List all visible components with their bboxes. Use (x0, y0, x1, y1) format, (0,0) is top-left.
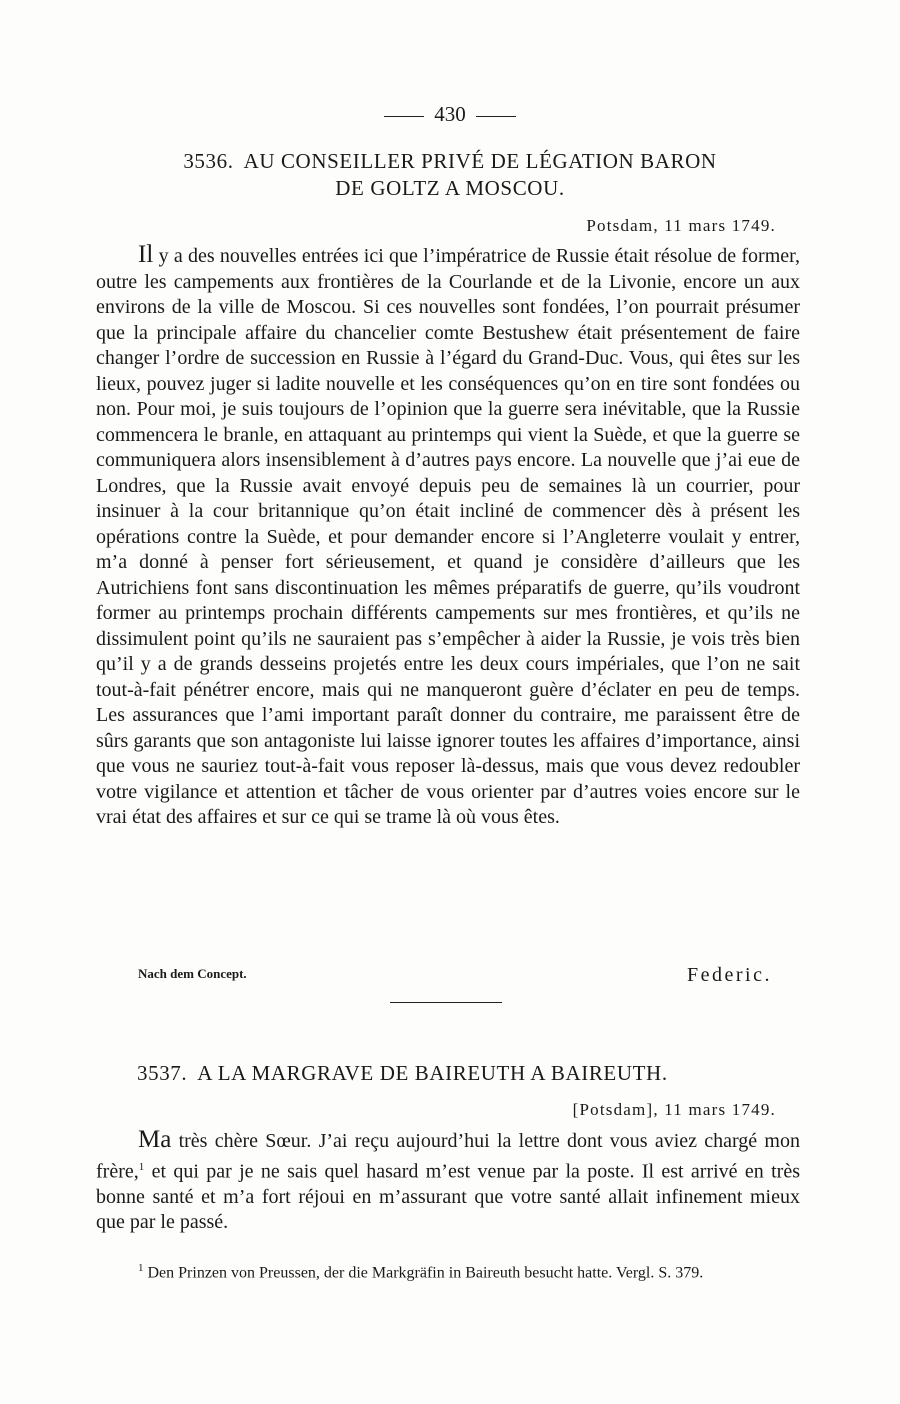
letter-3537-initial-word: Ma (138, 1126, 172, 1153)
letter-3536-signature: Federic. (687, 964, 772, 986)
footnote-reference: 1 (138, 1160, 145, 1173)
page-number-dash-left (384, 116, 424, 117)
letter-3536-title-line1: AU CONSEILLER PRIVÉ DE LÉGATION BARON (243, 149, 717, 173)
letter-3536-dateline: Potsdam, 11 mars 1749. (586, 216, 776, 235)
letter-3537-body-text-b: et qui par je ne sais quel hasard m’est venue par la poste. Il est arrivé en très bonne santé et m’a fort réjoui en m’assurant que votre santé allait infinement mieux que par le passé. (96, 1160, 800, 1234)
letter-3536-heading-line1 (95, 148, 805, 175)
letter-3536-initial-word: Il (138, 241, 154, 268)
letter-3537-body (96, 1127, 800, 1236)
letter-3537-heading (137, 1060, 787, 1087)
letter-3536-body-text: y a des nouvelles entrées ici que l’impératrice de Russie était résolue de former, outre les campements aux frontières de la Courlande et de la Livonie, encore un aux environs de la ville de Moscou. Si ces nouvelles sont fondées, l’on pourrait présumer que la principale affaire du chancelier comte Bestushew était présentement de faire changer l’ordre de succession en Russie à l’égard du Grand-Duc. Vous, qui êtes sur les lieux, pouvez juger si ladite nouvelle et les conséquences qu’on en tire sont fondées ou non. Pour moi, je suis toujours de l’opinion que la guerre sera inévitable, que la Russie commencera le branle, en attaquant au printemps qui vient la Suède, et que la guerre se communiquera alors insensiblement à d’autres pays encore. La nouvelle que j’ai eue de Londres, que la Russie avait envoyé depuis peu de semaines là un courrier, pour insinuer à la cour britannique qu’on était incliné de commencer dès à présent les opérations contre la Suède, et pour demander encore si l’Angleterre voulait y entrer, m’a donné à penser fort sérieusement, et quand je considère d’ailleurs que les Autrichiens font sans discontinuation les mêmes préparatifs de guerre, qu’ils voudront former au printemps prochain différents campements sur mes frontières, et qu’ils ne dissimulent point qu’ils ne sauraient pas s’empêcher à aider la Russie, je vois très bien qu’il y a de grands desseins projetés entre les deux cours impériales, que l’on ne sait tout-à-fait pénétrer encore, mais qui ne manqueront guère d’éclater en peu de temps. Les assurances que l’ami important paraît donner du contraire, me paraissent être de sûrs garants que son antagoniste lui laisse ignorer toutes les affaires d’importance, ainsi que vous ne sauriez tout-à-fait vous reposer là-dessus, mais que vous devez redoubler votre vigilance et attention et tâcher de vous orienter par d’autres voies encore sur le vrai état des affaires et sur ce qui se trame là où vous êtes. (96, 245, 801, 828)
footnote-mark: 1 (138, 1262, 144, 1274)
footnote (96, 1256, 800, 1285)
section-divider (390, 1002, 502, 1003)
letter-3536-number: 3536. (183, 149, 234, 173)
letter-3536-title-line2: DE GOLTZ A MOSCOU. (335, 176, 565, 200)
letter-3536-body (96, 242, 800, 831)
letter-3536-source-note: Nach dem Concept. (138, 966, 247, 981)
letter-3537-number: 3537. (137, 1061, 188, 1085)
page-number (0, 102, 900, 127)
letter-3537-dateline: [Potsdam], 11 mars 1749. (572, 1100, 776, 1119)
letter-3537-title: A LA MARGRAVE DE BAIREUTH A BAIREUTH. (197, 1061, 668, 1085)
footnote-text: Den Prinzen von Preussen, der die Markgräfin in Baireuth besucht hatte. Vergl. S. 379. (147, 1264, 704, 1282)
page-number-text: 430 (434, 102, 466, 126)
letter-3537-body-text-a: très chère Sœur. J’ai reçu aujourd’hui la lettre dont vous aviez chargé mon frère, (96, 1130, 800, 1183)
letter-3536-heading (95, 148, 805, 202)
page-number-dash-right (476, 116, 516, 117)
